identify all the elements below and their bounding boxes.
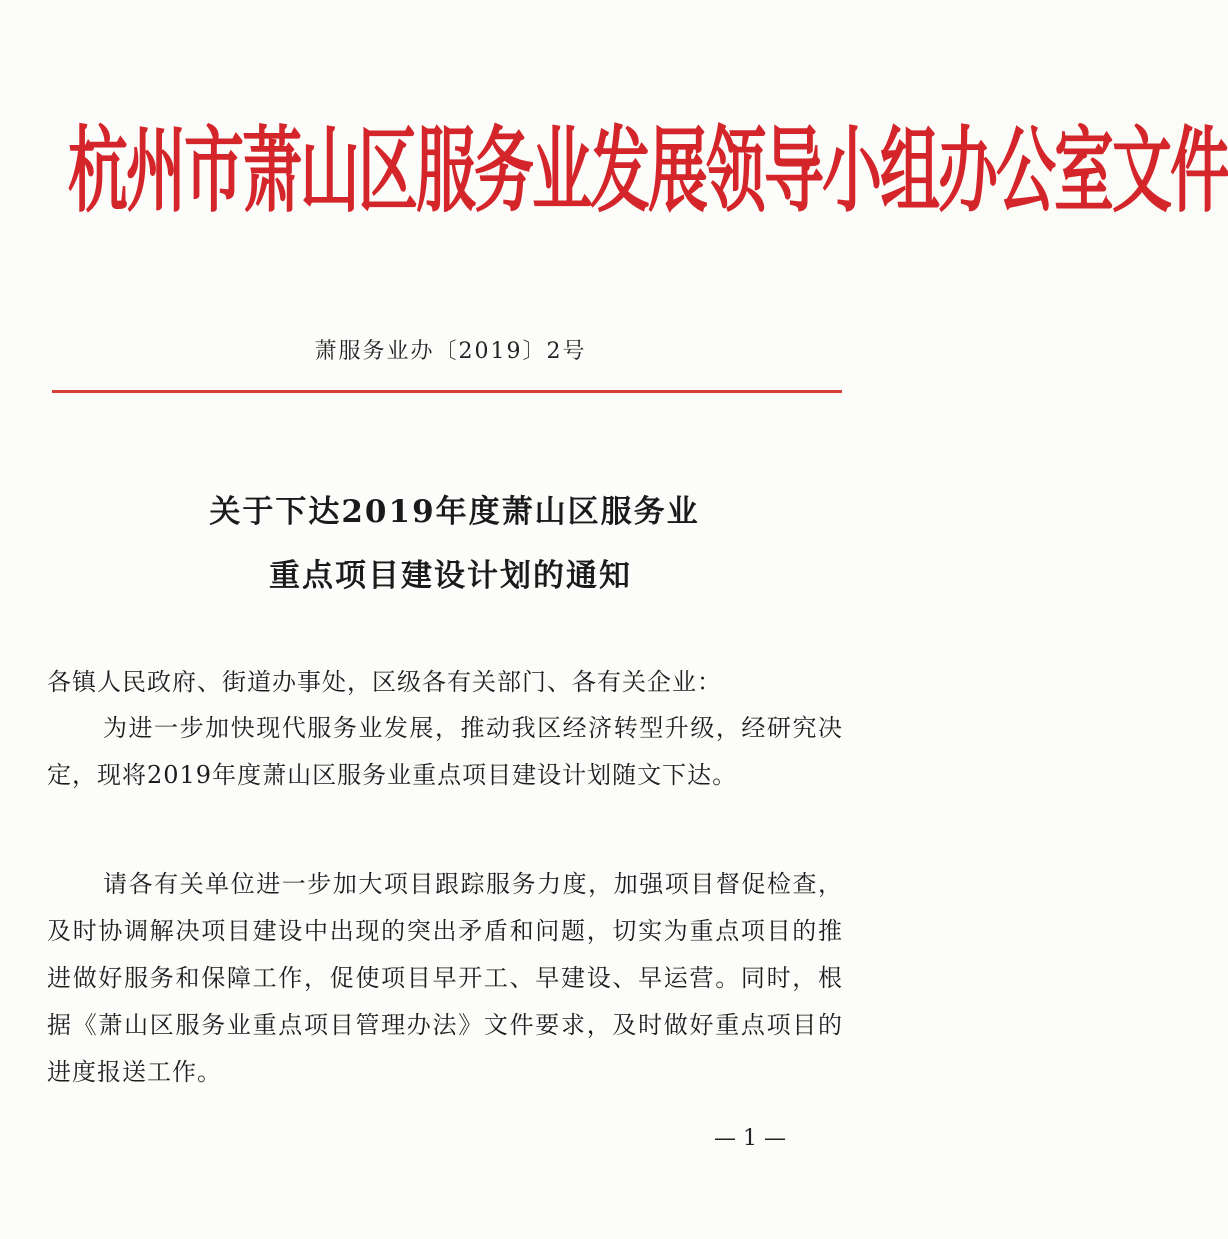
issuer-header-title: 杭州市萧山区服务业发展领导小组办公室文件 bbox=[68, 117, 1228, 227]
body-paragraph: 为进一步加快现代服务业发展，推动我区经济转型升级，经研究决定，现将2019年度萧山区服务业重点项目建设计划随文下达。 bbox=[47, 714, 843, 789]
notice-title-line-1: 关于下达2019年度萧山区服务业 bbox=[209, 494, 700, 530]
body-paragraph: 请各有关单位进一步加大项目跟踪服务力度，加强项目督促检查，及时协调解决项目建设中出现的突出矛盾和问题，切实为重点项目的推进做好服务和保障工作，促使项目早开工、早建设、早运营。同时，根据《萧山区服务业重点项目管理办法》文件要求，及时做好重点项目的进度报送工作。 bbox=[47, 870, 843, 1086]
document-number: 萧服务业办〔2019〕2号 bbox=[314, 339, 587, 364]
salutation: 各镇人民政府、街道办事处，区级各有关部门、各有关企业： bbox=[47, 668, 722, 696]
page-number: — 1 — bbox=[714, 1126, 786, 1151]
red-divider-line bbox=[52, 390, 842, 393]
notice-title-line-2: 重点项目建设计划的通知 bbox=[269, 558, 632, 594]
